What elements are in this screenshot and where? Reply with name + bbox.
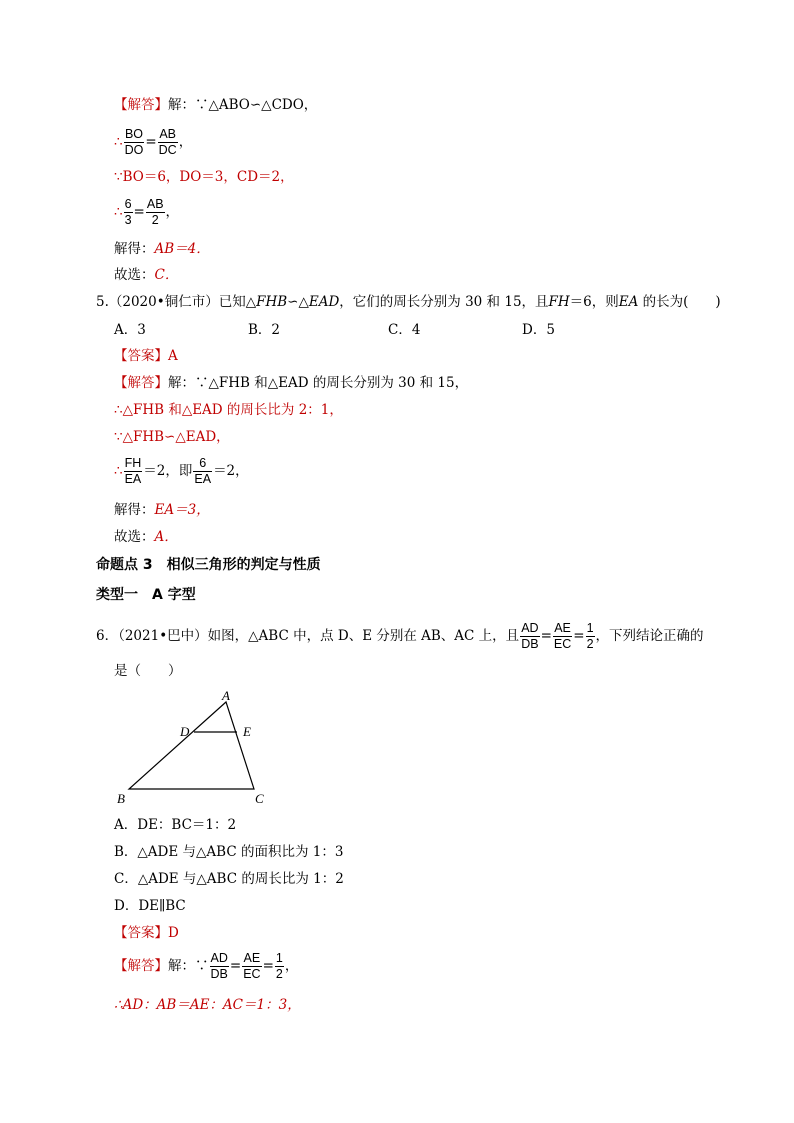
question-5-stem: [96, 293, 721, 311]
solution-tag: 【解答】: [114, 958, 168, 974]
solution-text: 解：∵△FHB 和△EAD 的周长分别为 30 和 15，: [168, 375, 469, 391]
stem-part: 6．（2021•巴中）如图，△ABC 中，点 D、E 分别在 AB、AC 上，且: [96, 628, 520, 644]
question-6-stem: [96, 618, 704, 654]
stem-part: ，它们的周长分别为 30 和 15，且: [339, 294, 549, 310]
solution-line-1: [114, 948, 298, 984]
solution-tag: 【解答】: [114, 97, 168, 113]
solution-line-3: ∵BO＝6，DO＝3，CD＝2，: [114, 169, 294, 185]
solved-value: AB＝4．: [154, 241, 210, 257]
stem-part: EA: [618, 294, 639, 310]
fraction-6-3: [124, 197, 133, 228]
question-6-stem-cont: 是（ ）: [114, 663, 182, 679]
stem-part: EAD: [308, 294, 340, 310]
punctuation: ，: [178, 134, 193, 150]
solved-label: 解得：: [114, 241, 155, 257]
fraction-ad-db: [520, 621, 539, 652]
fraction-numerator: AE: [243, 951, 261, 965]
solution-line-1: [114, 374, 468, 392]
answer-tag: 【答案】: [114, 925, 168, 941]
solution-text: 解：∵: [168, 958, 209, 974]
equals-sign: =: [540, 628, 552, 644]
fraction-ae-ec: [553, 621, 572, 652]
label-a: A: [222, 688, 230, 703]
text-part: ＝2，: [213, 463, 249, 479]
stem-part: 5.（2020•铜仁市）已知△: [96, 294, 257, 310]
solution-line-6: [114, 266, 178, 284]
choose-value: A．: [154, 529, 178, 545]
option-a: A．3: [114, 322, 146, 338]
fraction-6-ea: [193, 456, 212, 487]
fraction-denominator: EA: [124, 472, 142, 486]
label-b: B: [117, 791, 125, 806]
fraction-1-2: [275, 951, 284, 982]
label-c: C: [255, 791, 264, 806]
option-c: C．4: [388, 322, 421, 338]
fraction-numerator: AB: [146, 197, 164, 211]
stem-part: FHB: [256, 294, 288, 310]
fraction-numerator: 6: [124, 197, 132, 211]
label-d: D: [180, 724, 190, 739]
fraction-1-2: [586, 621, 595, 652]
solution-line-6: [114, 528, 178, 546]
fraction-denominator: EC: [243, 967, 261, 981]
stem-part: ，下列结论正确的: [595, 628, 704, 644]
fraction-denominator: DB: [521, 637, 539, 651]
therefore-symbol: ∴: [114, 204, 123, 220]
text-part: ＝2，即: [143, 463, 193, 479]
answer-value: A: [168, 348, 178, 364]
fraction-ae-ec: [242, 951, 261, 982]
fraction-bo-do: [124, 127, 145, 158]
fraction-numerator: AB: [159, 127, 177, 141]
therefore-symbol: ∴: [114, 463, 123, 479]
solved-value: EA＝3，: [154, 502, 210, 518]
choose-value: C．: [154, 267, 179, 283]
fraction-denominator: EA: [194, 472, 212, 486]
solution-line-2: [114, 124, 192, 160]
stem-part: FH: [548, 294, 570, 310]
fraction-denominator: 2: [151, 213, 159, 227]
solution-line-2: ∴AD：AB＝AE：AC＝1：3，: [114, 997, 301, 1013]
triangle-figure: [110, 688, 280, 810]
solution-line-5: [114, 240, 210, 258]
triangle-abc: [129, 702, 254, 789]
punctuation: ，: [165, 204, 180, 220]
fraction-denominator: 3: [124, 213, 132, 227]
section-title: 命题点 3 相似三角形的判定与性质: [96, 557, 321, 573]
equals-sign: =: [573, 628, 585, 644]
answer-line: [114, 347, 178, 365]
stem-part: ＝6，则: [569, 294, 619, 310]
solution-line-1: [114, 96, 317, 114]
option-b: B．△ADE 与△ABC 的面积比为 1：3: [114, 844, 344, 860]
option-b: B．2: [248, 322, 281, 338]
fraction-numerator: AE: [554, 621, 571, 635]
fraction-numerator: AD: [521, 621, 539, 635]
fraction-numerator: 6: [193, 456, 212, 472]
equals-sign: =: [145, 134, 157, 150]
label-e: E: [243, 724, 251, 739]
solution-line-4: [114, 194, 179, 230]
fraction-numerator: 1: [586, 621, 594, 635]
stem-part: 的长为( ): [638, 294, 721, 310]
option-a: A．DE：BC＝1：2: [114, 817, 237, 833]
fraction-ad-db: [210, 951, 229, 982]
solution-text: 解：∵△ABO∽△CDO，: [168, 97, 318, 113]
solution-line-5: [114, 501, 210, 519]
solved-label: 解得：: [114, 502, 155, 518]
fraction-denominator: DO: [124, 143, 144, 157]
fraction-numerator: BO: [124, 127, 143, 141]
answer-tag: 【答案】: [114, 348, 168, 364]
answer-value: D: [168, 925, 179, 941]
choose-label: 故选：: [114, 267, 155, 283]
fraction-denominator: DB: [210, 967, 228, 981]
fraction-ab-dc: [158, 127, 178, 158]
fraction-denominator: DC: [158, 143, 177, 157]
choose-label: 故选：: [114, 529, 155, 545]
equals-sign: =: [262, 958, 274, 974]
fraction-denominator: 2: [275, 967, 283, 981]
equals-sign: =: [229, 958, 242, 974]
equals-sign: =: [133, 204, 145, 220]
solution-line-3: ∵△FHB∽△EAD，: [114, 429, 230, 445]
solution-tag: 【解答】: [114, 375, 168, 391]
fraction-denominator: 2: [586, 637, 594, 651]
option-c: C．△ADE 与△ABC 的周长比为 1：2: [114, 871, 344, 887]
solution-line-2: ∴△FHB 和△EAD 的周长比为 2：1，: [114, 402, 343, 418]
punctuation: ，: [284, 958, 299, 974]
answer-line: [114, 924, 179, 942]
fraction-denominator: EC: [553, 637, 572, 651]
section-type: 类型一 A 字型: [96, 587, 196, 603]
fraction-numerator: AD: [210, 951, 228, 965]
therefore-symbol: ∴: [114, 134, 123, 150]
fraction-ab-2: [146, 197, 165, 228]
fraction-numerator: FH: [124, 456, 142, 470]
stem-part: ∽△: [287, 294, 309, 310]
fraction-fh-ea: [124, 456, 143, 487]
option-d: D．5: [522, 322, 555, 338]
solution-line-4: [114, 453, 249, 489]
option-d: D．DE∥BC: [114, 898, 186, 914]
fraction-numerator: 1: [275, 951, 283, 965]
